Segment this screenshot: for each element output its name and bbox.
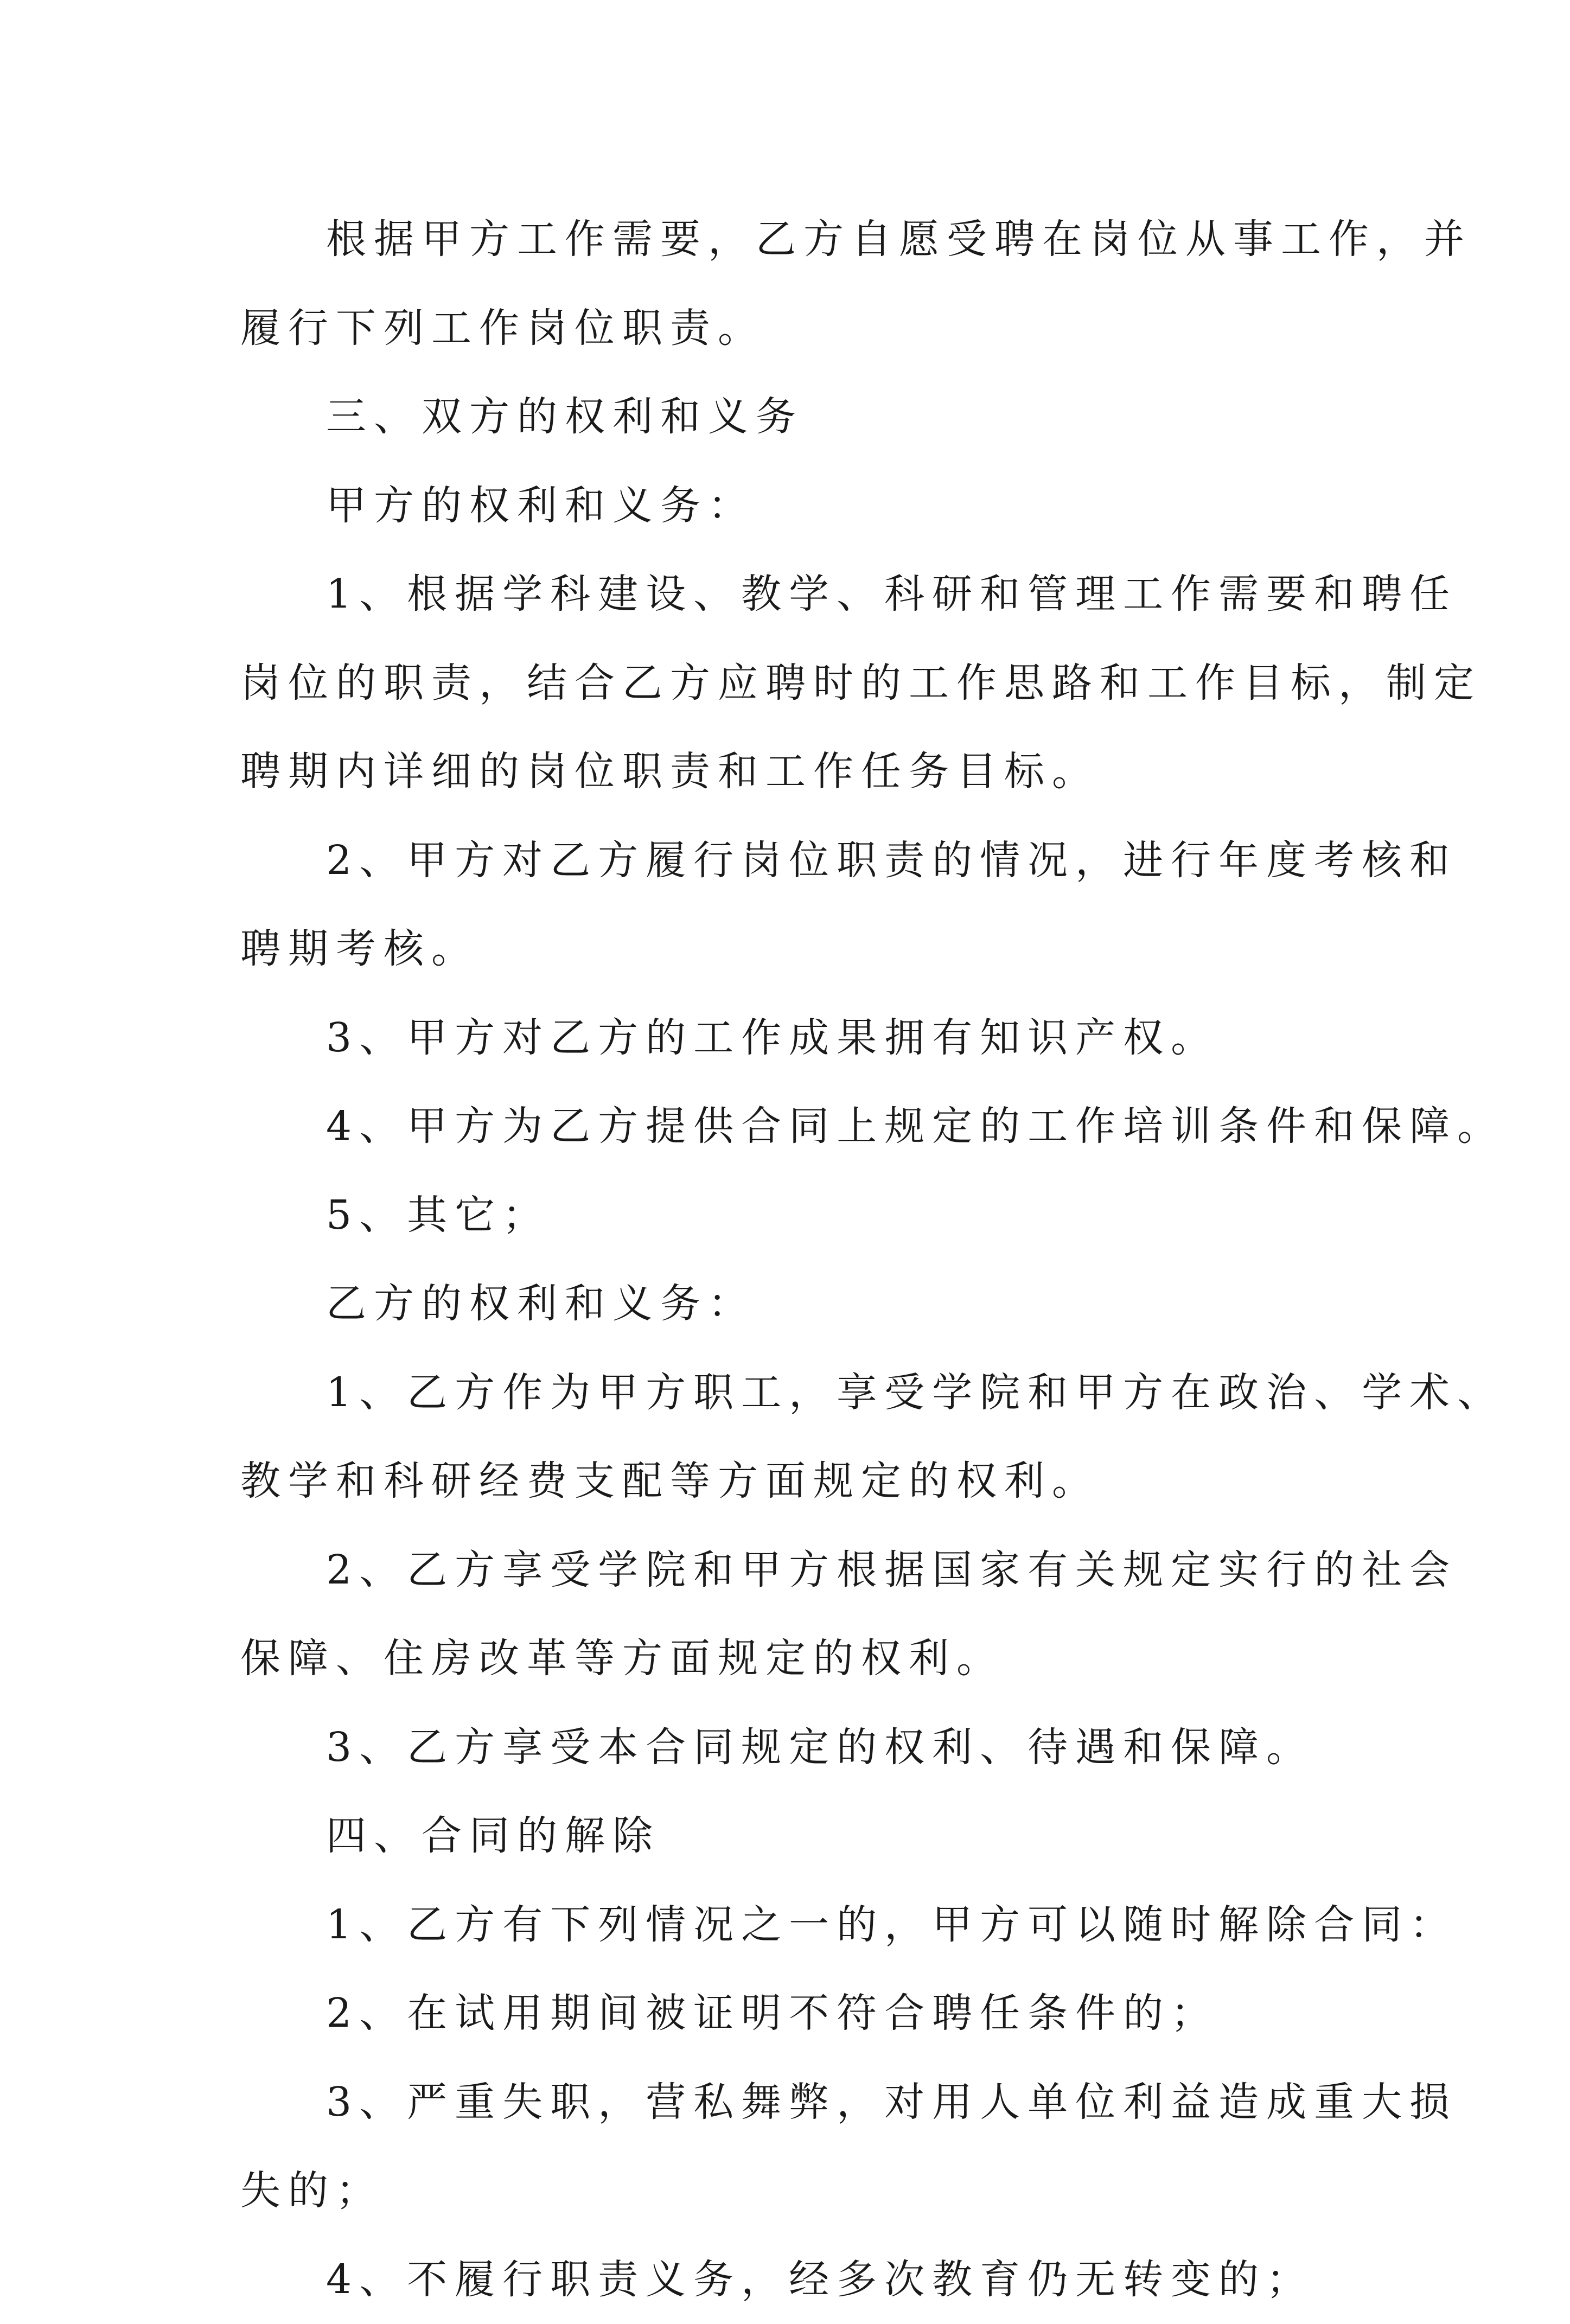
document-body xyxy=(240,195,1342,2324)
paragraph-line: 履行下列工作岗位职责。 xyxy=(240,284,1342,373)
paragraph-line: 2、乙方享受学院和甲方根据国家有关规定实行的社会 xyxy=(240,1526,1342,1615)
paragraph-line: 1、乙方作为甲方职工，享受学院和甲方在政治、学术、 xyxy=(240,1349,1342,1438)
paragraph-line: 4、不履行职责义务，经多次教育仍无转变的； xyxy=(240,2236,1342,2324)
paragraph-line: 教学和科研经费支配等方面规定的权利。 xyxy=(240,1437,1342,1526)
subsection-heading: 乙方的权利和义务： xyxy=(240,1260,1342,1349)
paragraph-line: 岗位的职责，结合乙方应聘时的工作思路和工作目标，制定 xyxy=(240,639,1342,728)
paragraph-line: 3、严重失职，营私舞弊，对用人单位利益造成重大损 xyxy=(240,2058,1342,2147)
section-heading: 三、双方的权利和义务 xyxy=(240,373,1342,462)
paragraph-line: 2、甲方对乙方履行岗位职责的情况，进行年度考核和 xyxy=(240,816,1342,905)
paragraph-line: 3、乙方享受本合同规定的权利、待遇和保障。 xyxy=(240,1703,1342,1792)
subsection-heading: 甲方的权利和义务： xyxy=(240,462,1342,551)
paragraph-line: 4、甲方为乙方提供合同上规定的工作培训条件和保障。 xyxy=(240,1082,1342,1171)
paragraph-line: 失的； xyxy=(240,2147,1342,2236)
paragraph-line: 2、在试用期间被证明不符合聘任条件的； xyxy=(240,1969,1342,2058)
paragraph-line: 1、根据学科建设、教学、科研和管理工作需要和聘任 xyxy=(240,550,1342,639)
paragraph-line: 保障、住房改革等方面规定的权利。 xyxy=(240,1614,1342,1703)
paragraph-line: 根据甲方工作需要，乙方自愿受聘在岗位从事工作，并 xyxy=(240,195,1342,284)
paragraph-line: 3、甲方对乙方的工作成果拥有知识产权。 xyxy=(240,994,1342,1083)
paragraph-line: 聘期内详细的岗位职责和工作任务目标。 xyxy=(240,727,1342,816)
section-heading: 四、合同的解除 xyxy=(240,1792,1342,1881)
paragraph-line: 5、其它； xyxy=(240,1171,1342,1260)
paragraph-line: 聘期考核。 xyxy=(240,905,1342,994)
paragraph-line: 1、乙方有下列情况之一的，甲方可以随时解除合同： xyxy=(240,1881,1342,1970)
